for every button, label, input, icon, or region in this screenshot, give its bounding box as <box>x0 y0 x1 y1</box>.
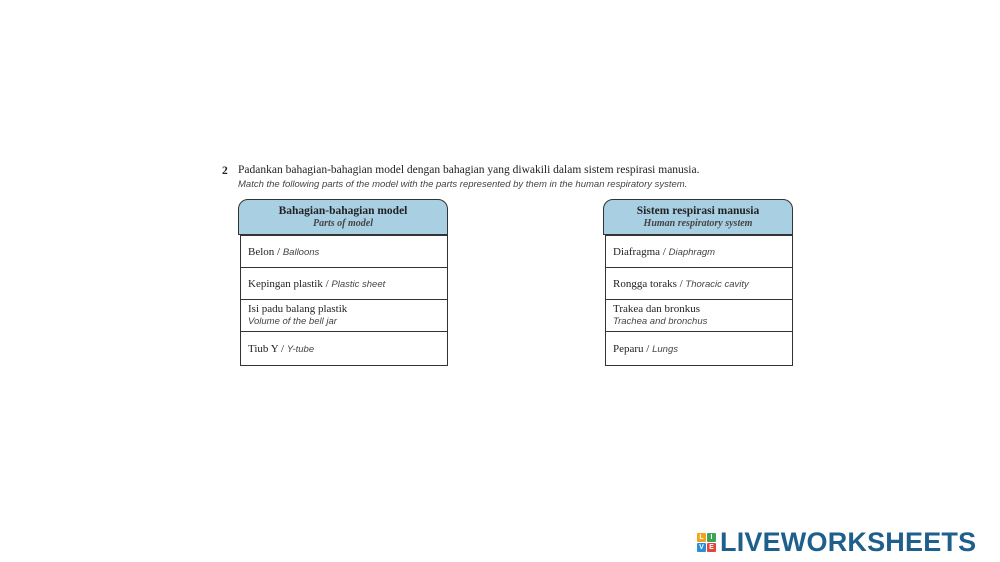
row-label-malay: Tiub Y / <box>248 342 287 355</box>
header-title-malay: Bahagian-bahagian model <box>278 205 408 217</box>
row-label-malay: Isi padu balang plastik <box>248 303 348 315</box>
row-label-malay: Trakea dan bronkus <box>613 303 700 315</box>
header-title-malay: Sistem respirasi manusia <box>636 205 760 217</box>
header-title-english: Parts of model <box>313 218 373 229</box>
respiratory-part-row[interactable] <box>606 235 792 267</box>
respiratory-system-table <box>603 199 793 366</box>
model-part-row[interactable] <box>241 331 447 365</box>
question-number: 2 <box>222 165 228 177</box>
row-label-english: Volume of the bell jar <box>248 316 337 327</box>
respiratory-part-row[interactable] <box>606 331 792 365</box>
logo-letter: E <box>707 543 716 552</box>
row-label-english: Y-tube <box>286 343 315 355</box>
row-label-english: Lungs <box>652 343 678 355</box>
row-label-english: Thoracic cavity <box>685 278 749 290</box>
model-part-row[interactable] <box>241 235 447 267</box>
logo-letter: L <box>697 533 706 542</box>
row-label-english: Diaphragm <box>668 246 716 258</box>
model-parts-table <box>238 199 448 366</box>
row-label-english: Plastic sheet <box>331 278 386 290</box>
logo-wordmark: LIVEWORKSHEETS <box>720 527 977 557</box>
logo-mark-icon <box>697 533 716 552</box>
respiratory-part-row[interactable] <box>606 299 792 331</box>
model-parts-header <box>238 199 448 235</box>
model-part-row[interactable] <box>241 267 447 299</box>
logo-letter: I <box>707 533 716 542</box>
row-label-malay: Diafragma / <box>613 245 669 258</box>
row-label-malay: Kepingan plastik / <box>248 277 332 290</box>
row-label-malay: Peparu / <box>613 342 653 355</box>
model-part-row[interactable] <box>241 299 447 331</box>
question-text-english: Match the following parts of the model with the parts represented by them in the human respiratory system. <box>238 179 688 190</box>
question-text-malay: Padankan bahagian-bahagian model dengan bahagian yang diwakili dalam sistem respirasi manusia. <box>238 164 700 176</box>
header-title-english: Human respiratory system <box>643 218 753 229</box>
logo-letter: V <box>697 543 706 552</box>
row-label-english: Balloons <box>282 246 320 258</box>
respiratory-system-header <box>603 199 793 235</box>
row-label-malay: Belon / <box>248 245 283 258</box>
row-label-english: Trachea and bronchus <box>613 316 708 327</box>
liveworksheets-logo[interactable] <box>697 527 976 558</box>
row-label-malay: Rongga toraks / <box>613 277 686 290</box>
respiratory-part-row[interactable] <box>606 267 792 299</box>
